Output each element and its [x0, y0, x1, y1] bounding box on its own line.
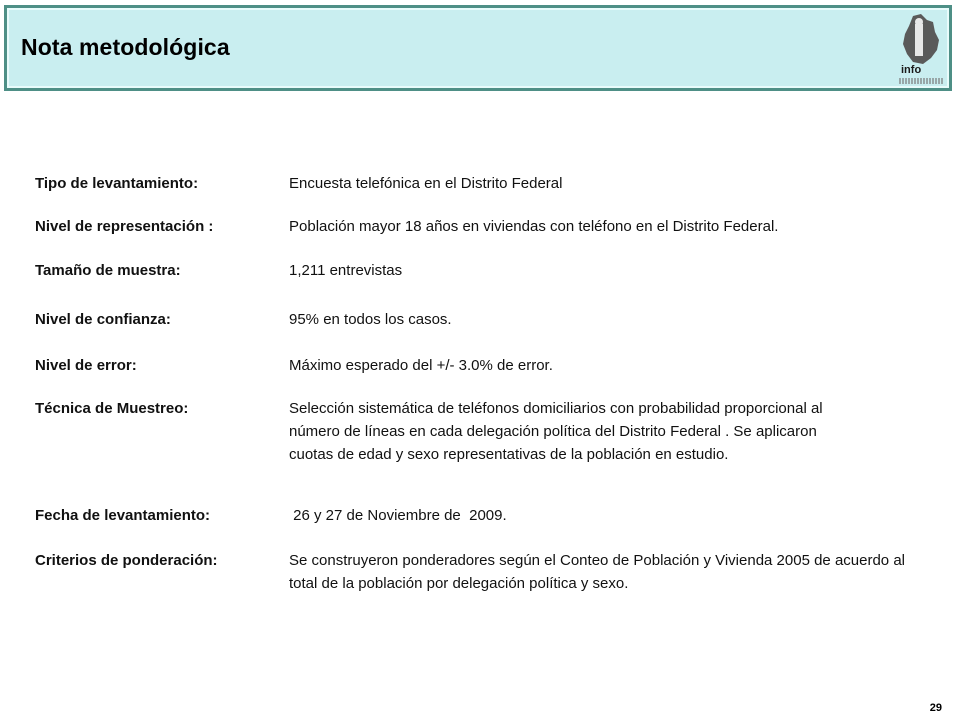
row-value: Máximo esperado del +/- 3.0% de error.	[289, 357, 553, 374]
logo-subtitle	[899, 78, 943, 84]
page-title: Nota metodológica	[21, 34, 230, 60]
row-value: 26 y 27 de Noviembre de 2009.	[289, 507, 507, 524]
row-value: Selección sistemática de teléfonos domiciliarios con probabilidad proporcional al número de líneas en cada delegación política del Distrito Federal . Se aplicaron cuotas de edad y sexo representativas de la población en estudio.	[289, 400, 823, 463]
row-label: Nivel de representación :	[35, 218, 214, 235]
infodf-logo	[899, 14, 943, 86]
row-value: Encuesta telefónica en el Distrito Federal	[289, 175, 563, 192]
title-banner	[4, 5, 952, 91]
row-label: Tipo de levantamiento:	[35, 175, 199, 192]
row-value: 1,211 entrevistas	[289, 262, 403, 279]
row-value: 95% en todos los casos.	[289, 311, 452, 328]
row-value: Población mayor 18 años en viviendas con teléfono en el Distrito Federal.	[289, 218, 779, 235]
row-label: Fecha de levantamiento:	[35, 507, 211, 524]
row-label: Nivel de error:	[35, 357, 137, 374]
row-label: Tamaño de muestra:	[35, 262, 181, 279]
page-number: 29	[929, 702, 942, 714]
logo-text: info	[901, 64, 922, 76]
row-label: Criterios de ponderación:	[35, 552, 218, 569]
row-value: Se construyeron ponderadores según el Conteo de Población y Vivienda 2005 de acuerdo al total de la población por delegación política y sexo.	[289, 552, 905, 592]
row-label: Nivel de confianza:	[35, 311, 171, 328]
row-label: Técnica de Muestreo:	[35, 400, 189, 417]
map-icon	[899, 14, 943, 66]
